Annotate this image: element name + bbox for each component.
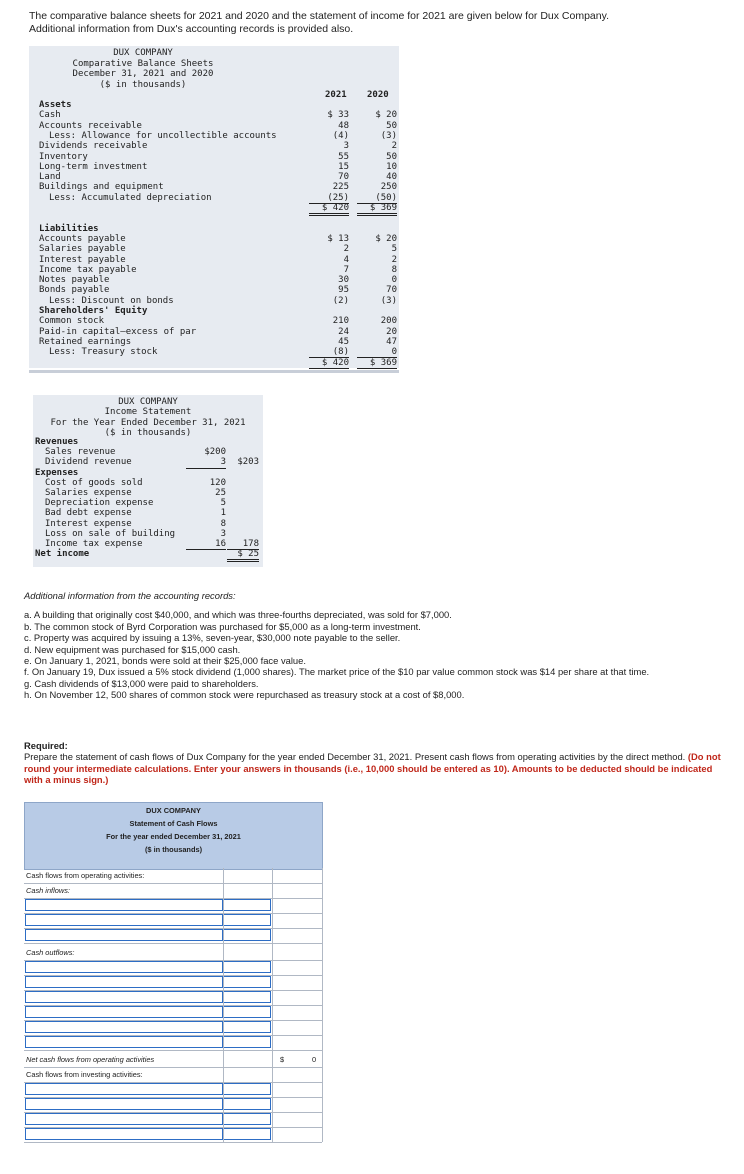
is-row-label: Cost of goods sold (45, 477, 143, 488)
bs-row-label: Notes payable (39, 275, 110, 286)
cash-flow-header (24, 802, 323, 870)
is-row-label: Income tax expense (45, 539, 143, 549)
required-title: Required: (24, 740, 68, 751)
is-row (33, 437, 263, 447)
cf-column-divider (272, 868, 273, 1142)
is-value-col1: 5 (220, 498, 226, 509)
cf-total-row (24, 1052, 322, 1068)
bs-row (29, 234, 399, 244)
bs-row-label: Accounts payable (39, 233, 126, 244)
required-note: (Do not round your intermediate calculations. Enter your answers in thousands (i.e., 10,000 should be entered as 10). Amounts to be deducted should be indicated with a minus sign.) (24, 751, 721, 786)
additional-item: h. On November 12, 500 shares of common stock were repurchased as treasury stock at a cost of $8,000. (24, 689, 465, 701)
bs-row (29, 358, 399, 368)
bs-header-line: DUX COMPANY (113, 48, 173, 58)
bs-row (29, 244, 399, 254)
bs-row-label: Assets (39, 100, 72, 110)
cf-label-text: Cash flows from investing activities: (26, 1070, 143, 1079)
bs-value-2020: $ 369 (357, 203, 397, 216)
bs-value-2020: 2 (391, 141, 397, 152)
bs-row (29, 285, 399, 295)
is-row (33, 498, 263, 508)
is-value-col1: 16 (186, 539, 226, 550)
required-instructions (24, 751, 724, 785)
bs-row (29, 337, 399, 347)
bs-value-2021: 70 (338, 172, 349, 183)
is-row-label: Expenses (35, 467, 79, 478)
is-row (33, 539, 263, 549)
cf-description-input[interactable] (25, 991, 223, 1003)
cf-amount-input[interactable] (223, 914, 271, 926)
bs-row-label: Cash (39, 110, 61, 121)
cf-amount-input[interactable] (223, 1098, 271, 1110)
cf-net-currency: $ (280, 1055, 285, 1064)
bs-row-label: Dividends receivable (39, 141, 148, 152)
bs-value-2020: 50 (386, 120, 397, 131)
bs-row-label: Buildings and equipment (39, 182, 164, 193)
is-value-col1: 120 (209, 477, 226, 488)
is-value-col2: $203 (237, 457, 259, 468)
is-row-label: Revenues (35, 437, 79, 447)
cf-amount-input[interactable] (223, 899, 271, 911)
bs-value-2020: 10 (386, 161, 397, 172)
bs-row-label: Common stock (39, 316, 105, 327)
cf-label-text: Cash inflows: (26, 886, 70, 895)
bs-value-2020: $ 20 (375, 110, 397, 121)
cf-input-row (24, 913, 322, 929)
bs-value-2020: 2 (391, 254, 397, 265)
bs-row-label: Retained earnings (39, 336, 132, 347)
bs-row (29, 110, 399, 120)
is-row (33, 468, 263, 478)
bs-row (29, 296, 399, 306)
cf-input-row (24, 928, 322, 944)
bs-value-2020: 0 (391, 275, 397, 286)
is-value-col1: $200 (204, 447, 226, 458)
bs-row (29, 152, 399, 162)
bs-row (29, 131, 399, 141)
is-header-line: For the Year Ended December 31, 2021 (50, 417, 246, 428)
is-row (33, 488, 263, 498)
bs-value-2021: 55 (338, 151, 349, 162)
cf-amount-input[interactable] (223, 1021, 271, 1033)
bs-value-2021: 48 (338, 120, 349, 131)
cf-label-text: Cash flows from operating activities: (26, 871, 145, 880)
cf-header-line: Statement of Cash Flows (129, 819, 218, 828)
cf-section-label (24, 868, 322, 884)
bs-row (29, 347, 399, 357)
bs-row-label: Less: Treasury stock (49, 347, 158, 358)
bs-value-2021: 210 (332, 316, 349, 327)
is-header-line: DUX COMPANY (118, 397, 178, 407)
bs-header-line: ($ in thousands) (99, 79, 187, 90)
bs-row (29, 306, 399, 316)
bs-value-2020: $ 369 (357, 358, 397, 371)
bs-row-label: Accounts receivable (39, 120, 142, 131)
is-value-col1: 1 (220, 508, 226, 519)
bs-value-2020: 8 (391, 264, 397, 275)
is-value-col1: 3 (220, 528, 226, 539)
bs-value-2020: (3) (380, 130, 397, 141)
bs-value-2020: 47 (386, 336, 397, 347)
cf-amount-input[interactable] (223, 961, 271, 973)
bs-value-2021: (2) (332, 295, 349, 306)
bs-value-2021: (25) (309, 193, 349, 204)
cf-amount-input[interactable] (223, 991, 271, 1003)
is-row (33, 478, 263, 488)
balance-sheet (29, 46, 399, 368)
bs-value-2020: $ 20 (375, 233, 397, 244)
additional-item: b. The common stock of Byrd Corporation was purchased for $5,000 as a long-term investment. (24, 620, 421, 632)
bs-value-2020: 200 (380, 316, 397, 327)
bs-row (29, 141, 399, 151)
bs-row (29, 255, 399, 265)
bs-value-2021: 225 (332, 182, 349, 193)
balance-sheet-header (29, 48, 257, 90)
bs-value-2021: 3 (343, 141, 349, 152)
bs-row-label: Shareholders' Equity (39, 306, 148, 316)
is-row-label: Salaries expense (45, 488, 132, 498)
intro-line-2: Additional information from Dux's accounting records is provided also. (29, 23, 354, 35)
bs-value-2020: 5 (391, 244, 397, 255)
additional-item: d. New equipment was purchased for $15,000 cash. (24, 643, 241, 655)
additional-title: Additional information from the accounting records: (24, 590, 236, 601)
cf-input-row (24, 898, 322, 914)
bs-row (29, 193, 399, 203)
is-value-col2: $ 25 (227, 549, 259, 562)
bs-value-2020: 50 (386, 151, 397, 162)
cf-header-line: ($ in thousands) (144, 845, 203, 854)
is-value-col1: 3 (186, 457, 226, 468)
bs-row-label: Less: Accumulated depreciation (49, 192, 212, 203)
is-row-label: Sales revenue (45, 447, 116, 458)
cf-description-input[interactable] (25, 976, 223, 988)
additional-item: f. On January 19, Dux issued a 5% stock dividend (1,000 shares). The market price of the $10 par value common stock was $14 per share at that time. (24, 666, 650, 678)
bs-value-2021: 4 (343, 254, 349, 265)
cf-description-input[interactable] (25, 1006, 223, 1018)
bs-header-line: December 31, 2021 and 2020 (72, 69, 214, 79)
bs-value-2021: 15 (338, 161, 349, 172)
bs-row (29, 182, 399, 192)
cf-description-input[interactable] (25, 1128, 223, 1140)
cf-input-row (24, 990, 322, 1006)
additional-item: c. Property was acquired by issuing a 13%, seven-year, $30,000 note payable to the seller. (24, 632, 401, 644)
bs-row-label: Less: Allowance for uncollectible accounts (49, 130, 277, 141)
is-row (33, 447, 263, 457)
cf-description-input[interactable] (25, 929, 223, 941)
bs-year-2020: 2020 (367, 90, 389, 100)
required-text: Prepare the statement of cash flows of Dux Company for the year ended December 31, 2021. Present cash flows from operating activities by the direct method. (24, 751, 686, 763)
is-value-col2: 178 (227, 539, 259, 550)
bs-value-2020: 250 (380, 182, 397, 193)
bs-row-label: Long-term investment (39, 161, 148, 172)
cf-header-line: DUX COMPANY (146, 806, 201, 815)
cf-input-row (24, 1097, 322, 1113)
income-statement-header (33, 397, 263, 438)
cf-input-row (24, 1005, 322, 1021)
cf-amount-input[interactable] (223, 1083, 271, 1095)
bs-value-2021: $ 33 (327, 110, 349, 121)
bs-row (29, 100, 399, 110)
cf-column-divider (322, 868, 323, 1142)
cf-section-label (24, 1067, 322, 1083)
bs-value-2021: $ 13 (327, 233, 349, 244)
bs-row (29, 172, 399, 182)
additional-item: g. Cash dividends of $13,000 were paid to shareholders. (24, 677, 259, 689)
bs-value-2021: 30 (338, 275, 349, 286)
is-row (33, 529, 263, 539)
cf-description-input[interactable] (25, 1113, 223, 1125)
is-row-label: Bad debt expense (45, 508, 132, 519)
bs-row-label: Land (39, 172, 61, 183)
problem-intro (29, 10, 719, 36)
cf-description-input[interactable] (25, 899, 223, 911)
cf-net-value: 0 (312, 1055, 317, 1064)
bs-row-label: Salaries payable (39, 244, 126, 255)
cf-description-input[interactable] (25, 914, 223, 926)
bs-row (29, 213, 399, 223)
cf-section-label (24, 883, 322, 899)
bs-value-2021: 24 (338, 326, 349, 337)
is-row (33, 519, 263, 529)
bs-value-2020: (50) (357, 193, 397, 204)
bs-row (29, 327, 399, 337)
is-row (33, 457, 263, 467)
cf-input-row (24, 960, 322, 976)
is-header-line: Income Statement (104, 407, 192, 418)
cf-description-input[interactable] (25, 1083, 223, 1095)
bs-value-2021: $ 420 (309, 203, 349, 216)
cf-input-row (24, 1035, 322, 1051)
cf-amount-input[interactable] (223, 976, 271, 988)
cf-description-input[interactable] (25, 1036, 223, 1048)
cf-description-input[interactable] (25, 1021, 223, 1033)
is-value-col1: 25 (215, 488, 226, 498)
is-row-label: Net income (35, 549, 90, 560)
bs-row (29, 162, 399, 172)
bs-value-2020: 0 (357, 347, 397, 358)
cf-label-text: Cash outflows: (26, 948, 75, 957)
bs-row-label: Interest payable (39, 254, 126, 265)
additional-item: e. On January 1, 2021, bonds were sold at their $25,000 face value. (24, 655, 306, 667)
bs-row-label: Inventory (39, 151, 88, 162)
cf-description-input[interactable] (25, 1098, 223, 1110)
cf-amount-input[interactable] (223, 1128, 271, 1140)
bs-header-line: Comparative Balance Sheets (72, 58, 214, 69)
is-row-label: Dividend revenue (45, 457, 132, 468)
bs-row-label: Paid-in capital–excess of par (39, 326, 197, 337)
required-section (24, 740, 724, 786)
bs-value-2020: 70 (386, 285, 397, 296)
is-row-label: Depreciation expense (45, 498, 154, 509)
cf-column-divider (223, 868, 224, 1142)
bs-year-2021: 2021 (325, 90, 347, 100)
bs-value-2020: 20 (386, 326, 397, 337)
intro-line-1: The comparative balance sheets for 2021 and 2020 and the statement of income for 2021 are given below for Dux Company. (29, 10, 609, 22)
cf-description-input[interactable] (25, 961, 223, 973)
bs-value-2021: 2 (343, 244, 349, 255)
cf-input-row (24, 1020, 322, 1036)
is-row-label: Loss on sale of building (45, 528, 176, 539)
bs-bottom-rule (29, 370, 399, 373)
bs-row-label: Liabilities (39, 223, 99, 234)
bs-row (29, 121, 399, 131)
bs-value-2021: (8) (309, 347, 349, 358)
bs-row (29, 224, 399, 234)
cf-amount-input[interactable] (223, 1006, 271, 1018)
cf-amount-input[interactable] (223, 1113, 271, 1125)
bs-row (29, 265, 399, 275)
is-row (33, 508, 263, 518)
bs-row-label: Bonds payable (39, 285, 110, 296)
cf-input-row (24, 975, 322, 991)
cf-input-row (24, 1127, 322, 1143)
bs-value-2021: 7 (343, 264, 349, 275)
cf-net-operating-label: Net cash flows from operating activities (26, 1055, 155, 1064)
additional-information (24, 590, 724, 701)
bs-row-label: Income tax payable (39, 264, 137, 275)
cf-amount-input[interactable] (223, 1036, 271, 1048)
additional-item: a. A building that originally cost $40,000, and which was three-fourths depreciated, was sold for $7,000. (24, 609, 452, 621)
cf-section-label (24, 945, 322, 961)
cf-input-row (24, 1082, 322, 1098)
bs-value-2021: (4) (332, 130, 349, 141)
is-row (33, 549, 263, 559)
bs-row-label: Less: Discount on bonds (49, 295, 174, 306)
bs-row (29, 275, 399, 285)
cf-amount-input[interactable] (223, 929, 271, 941)
bs-row (29, 203, 399, 213)
cf-header-line: For the year ended December 31, 2021 (106, 832, 241, 841)
bs-value-2021: 45 (338, 336, 349, 347)
is-row-label: Interest expense (45, 518, 132, 529)
is-header-line: ($ in thousands) (104, 427, 192, 438)
income-statement (33, 395, 263, 567)
is-value-col1: 8 (220, 518, 226, 529)
bs-value-2020: (3) (380, 295, 397, 306)
cash-flow-form (24, 802, 324, 1174)
bs-value-2020: 40 (386, 172, 397, 183)
bs-row (29, 316, 399, 326)
bs-value-2021: 95 (338, 285, 349, 296)
cf-input-row (24, 1112, 322, 1128)
bs-value-2021: $ 420 (309, 358, 349, 371)
